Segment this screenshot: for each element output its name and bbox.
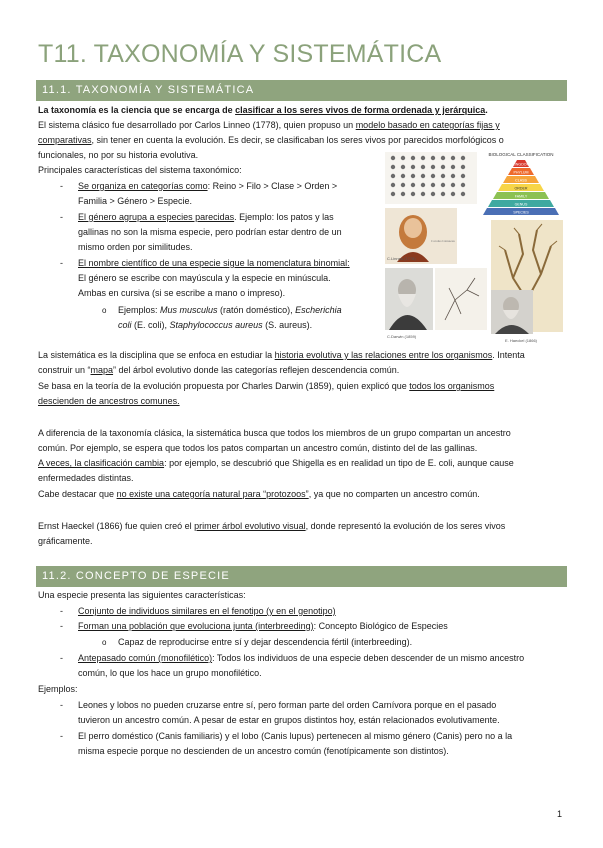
example-lions-wolves-line-2: tuvieron un ancestro común. A pesar de estar en grupos distintos hoy, están relacionados evolutivamente. <box>78 715 500 725</box>
page-title: T11. TAXONOMÍA Y SISTEMÁTICA <box>38 40 442 68</box>
paragraph-diff-line-3: A veces, la clasificación cambia: por ejemplo, se descubrió que Shigella es en realidad un tipo de E. coli, aunque cause <box>38 458 514 468</box>
pyramid-label: SPECIES <box>513 210 529 215</box>
species-char-ancestor-line-2: común, lo que los hace un grupo monofilético. <box>78 668 262 678</box>
classification-pyramid <box>483 160 559 215</box>
haeckel-portrait <box>491 290 533 334</box>
example-dog-wolf-line-1: El perro doméstico (Canis familiaris) y el lobo (Canis lupus) pertenecen al mismo género (Canis) pero no a la <box>78 731 513 741</box>
specimens-grid <box>385 152 477 204</box>
examples-line-2: coli (E. coli), Staphylococcus aureus (S. aureus). <box>118 320 313 330</box>
pyramid-label: FAMILY <box>514 194 528 199</box>
list-dash: - <box>60 606 63 616</box>
sub-bullet: o <box>102 638 107 647</box>
paragraph-sistematica-line-1: La sistemática es la disciplina que se enfoca en estudiar la historia evolutiva y las relaciones entre los organismos. Intenta <box>38 350 525 360</box>
list-dash: - <box>60 653 63 663</box>
pyramid-label: GENUS <box>514 202 528 207</box>
page-number: 1 <box>557 809 563 819</box>
species-intro: Una especie presenta las siguientes características: <box>38 590 246 600</box>
list-dash: - <box>60 731 63 741</box>
list-dash: - <box>60 700 63 710</box>
linneo-caption: C.Linneo (1778) <box>387 256 416 261</box>
paragraph-diff-line-2: común. Por ejemplo, se espera que todos los patos compartan un ancestro común, distinto del de las gallinas. <box>38 443 478 453</box>
paragraph-diff-line-4: enfermedades distintas. <box>38 473 134 483</box>
darwin-portrait <box>385 268 433 339</box>
list-item-binomial-line-3: Ambas en cursiva (si se escribe a mano o impreso). <box>78 288 286 298</box>
darwin-caption: C.Darwin (1859) <box>387 334 417 339</box>
list-item-categories: Se organiza en categorías como: Reino > Filo > Clase > Orden > <box>78 181 338 191</box>
list-item-binomial-line-2: El género se escribe con mayúscula y la especie en minúscula. <box>78 273 331 283</box>
example-lions-wolves-line-1: Leones y lobos no pueden cruzarse entre sí, pero forman parte del orden Carnívora porque en el pasado <box>78 700 497 710</box>
paragraph-diff-line-5: Cabe destacar que no existe una categoría natural para “protozoos”, ya que no comparten un ancestro común. <box>38 489 480 499</box>
example-dog-wolf-line-2: misma especie porque no descienden de un ancestro común (fenotípicamente son distintos). <box>78 746 449 756</box>
paragraph-taxonomy-definition: La taxonomía es la ciencia que se encarga de clasificar a los seres vivos de forma ordenada y jerárquica. <box>38 105 488 115</box>
list-item-genus-line-2: gallinas no son la misma especie, pero podrían estar dentro de un <box>78 227 342 237</box>
classification-figure <box>383 150 565 346</box>
pyramid-label: PHYLUM <box>513 170 529 175</box>
list-dash: - <box>60 258 63 268</box>
pyramid-label: KINGDOM <box>512 162 530 167</box>
haeckel-caption: E. Haeckel (1866) <box>505 338 538 343</box>
paragraph-diff-line-1: A diferencia de la taxonomía clásica, la sistemática busca que todos los miembros de un grupo compartan un ancestro <box>38 428 511 438</box>
examples-heading: Ejemplos: <box>38 684 78 694</box>
list-item-binomial: El nombre científico de una especie sigue la nomenclatura binomial: <box>78 258 350 268</box>
paragraph-darwin-line-1: Se basa en la teoría de la evolución propuesta por Charles Darwin (1859), quien explicó que todos los organismos <box>38 381 495 391</box>
paragraph-linneo-line-3: funcionales, no por su historia evolutiva. <box>38 150 199 160</box>
paragraph-sistematica-line-2: construir un “mapa” del árbol evolutivo donde las categorías reflejen descendencia común. <box>38 365 400 375</box>
paragraph-haeckel-line-1: Ernst Haeckel (1866) fue quien creó el primer árbol evolutivo visual, donde representó la evolución de los seres vivos <box>38 521 506 531</box>
list-item-genus-line-3: mismo orden por similitudes. <box>78 242 193 252</box>
list-dash: - <box>60 212 63 222</box>
section-2-heading: 11.2. CONCEPTO DE ESPECIE <box>36 566 567 587</box>
list-dash: - <box>60 621 63 631</box>
species-char-interbreeding: Capaz de reproducirse entre sí y dejar descendencia fértil (interbreeding). <box>118 637 413 647</box>
pyramid-label: CLASS <box>515 178 527 183</box>
sub-bullet: o <box>102 306 107 315</box>
paragraph-linneo-line-2: comparativas, sin tener en cuenta la evolución. Es decir, se clasificaban los seres vivos por parecidos morfológicos o <box>38 135 504 145</box>
principales-heading: Principales características del sistema taxonómico: <box>38 165 242 175</box>
species-char-population: Forman una población que evoluciona junta (interbreeding): Concepto Biológico de Especies <box>78 621 448 631</box>
list-item-genus: El género agrupa a especies parecidas. Ejemplo: los patos y las <box>78 212 334 222</box>
linneo-portrait <box>385 208 457 264</box>
species-char-phenotype: Conjunto de individuos similares en el fenotipo (y en el genotipo) <box>78 606 336 616</box>
pyramid-title: BIOLOGICAL CLASSIFICATION <box>488 152 554 157</box>
species-char-ancestor: Antepasado común (monofilético): Todos los individuos de una especie deben descender de un mismo ancestro <box>78 653 525 663</box>
list-dash: - <box>60 181 63 191</box>
list-item-categories-line-2: Familia > Género > Especie. <box>78 196 193 206</box>
examples-line-1: Ejemplos: Mus musculus (ratón doméstico), Escherichia <box>118 305 342 315</box>
paragraph-linneo-line-1: El sistema clásico fue desarrollado por Carlos Linneo (1778), quien propuso un modelo basado en categorías fijas y <box>38 120 500 130</box>
darwin-tree-sketch <box>435 268 487 330</box>
paragraph-darwin-line-2: descienden de ancestros comunes. <box>38 396 180 406</box>
pyramid-label: ORDER <box>514 186 528 191</box>
section-1-heading: 11.1. TAXONOMÍA Y SISTEMÁTICA <box>36 80 567 101</box>
portrait-signature: Carolus Linnaeus <box>431 239 455 243</box>
paragraph-haeckel-line-2: gráficamente. <box>38 536 93 546</box>
